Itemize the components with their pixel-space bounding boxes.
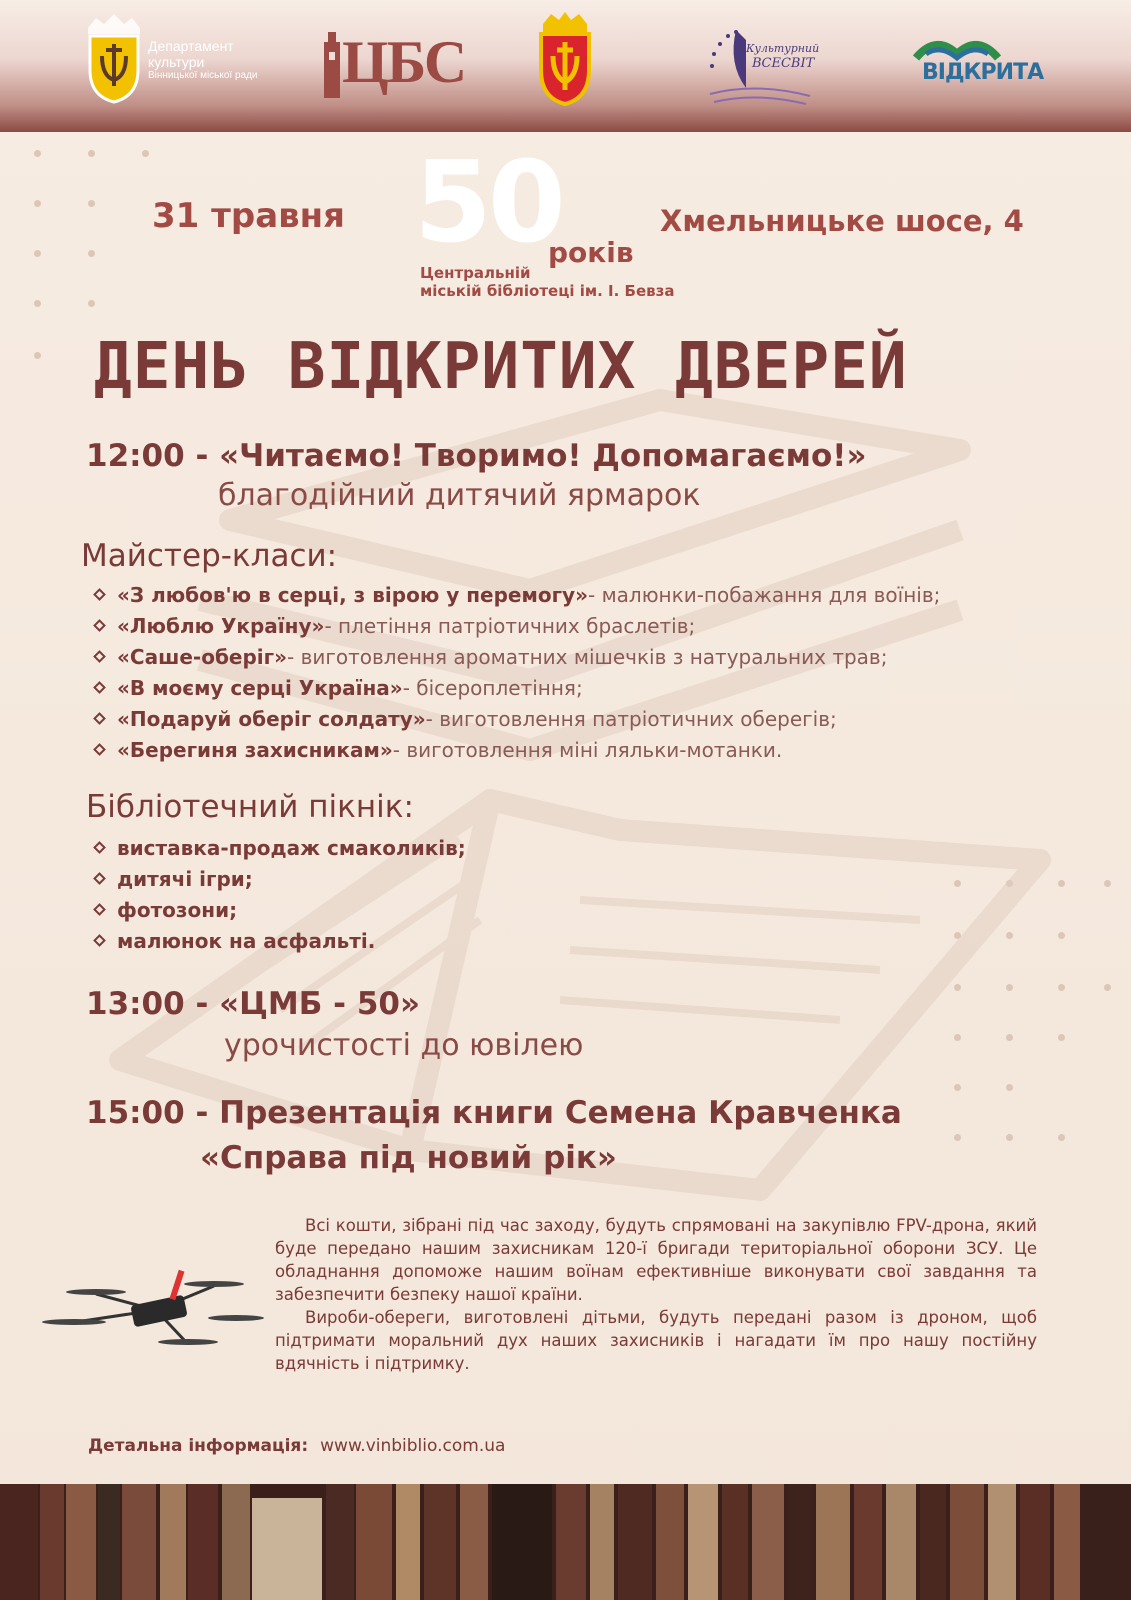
picnic-item: фотозони; xyxy=(117,897,238,922)
diamond-bullet-icon xyxy=(93,650,106,663)
event2-subtitle: урочистості до ювілею xyxy=(224,1028,584,1063)
picnic-item: дитячі ігри; xyxy=(117,866,253,891)
diamond-bullet-icon xyxy=(93,588,106,601)
workshop-desc: - плетіння патріотичних браслетів; xyxy=(324,613,696,638)
diamond-bullet-icon xyxy=(93,619,106,632)
website-link[interactable]: www.vinbiblio.com.ua xyxy=(320,1436,506,1456)
event-date: 31 травня xyxy=(152,196,345,236)
diamond-bullet-icon xyxy=(93,841,106,854)
list-item xyxy=(95,672,940,703)
workshop-desc: - бісероплетіння; xyxy=(402,675,583,700)
vinnytsia-coat-of-arms xyxy=(537,10,593,106)
fpv-drone-icon xyxy=(36,1256,266,1356)
anniversary-years-label: років xyxy=(548,236,634,269)
kv-line-1: Культурний xyxy=(746,42,820,55)
library-name-line-1: Центральній xyxy=(420,264,531,282)
diamond-bullet-icon xyxy=(93,903,106,916)
list-item xyxy=(95,734,940,765)
coat-of-arms-icon xyxy=(537,10,593,106)
event3-book-title: «Справа під новий рік» xyxy=(200,1140,617,1176)
picnic-heading: Бібліотечний пікнік: xyxy=(86,789,414,825)
library-name-line-2: міській бібліотеці ім. І. Бевза xyxy=(420,282,675,300)
diamond-bullet-icon xyxy=(93,743,106,756)
poster-title: ДЕНЬ ВІДКРИТИХ ДВЕРЕЙ xyxy=(94,330,908,404)
bookshelf-image xyxy=(0,1484,1131,1600)
kv-line-2: ВСЕСВІТ xyxy=(752,56,815,71)
picnic-list xyxy=(95,832,466,956)
workshop-name: «З любов'ю в серці, з вірою у перемогу» xyxy=(117,582,588,607)
event2-title: 13:00 - «ЦМБ - 50» xyxy=(86,986,421,1022)
dept-culture-logo xyxy=(84,10,274,106)
workshop-desc: - малюнки-побажання для воїнів; xyxy=(588,582,941,607)
city-crest-icon xyxy=(84,10,144,106)
note-paragraph-1: Всі кошти, зібрані під час заходу, будуть спрямовані на закупівлю FPV-дрона, який буде передано нашим захисникам 120-ї бригади територіальної оборони ЗСУ. Це обладнання допоможе нашим воїнам ефективніше виконувати свої завдання та забезпечити безпеку нашої країни. xyxy=(275,1216,1037,1304)
diamond-bullet-icon xyxy=(93,681,106,694)
more-info xyxy=(88,1436,505,1456)
more-info-label: Детальна інформація: xyxy=(88,1436,309,1456)
diamond-bullet-icon xyxy=(93,872,106,885)
picnic-item: малюнок на асфальті. xyxy=(117,928,376,953)
list-item xyxy=(95,925,466,956)
vk-logo-text: ВІДКРИТА xyxy=(922,60,1044,85)
cbs-logo xyxy=(318,28,478,100)
workshops-heading: Майстер-класи: xyxy=(81,538,338,574)
workshop-desc: - виготовлення міні ляльки-мотанки. xyxy=(392,737,783,762)
workshops-list xyxy=(95,579,940,765)
workshop-name: «Люблю Україну» xyxy=(117,613,325,638)
workshop-name: «Подаруй оберіг солдату» xyxy=(117,706,426,731)
open-book-icon xyxy=(912,24,1002,64)
workshop-name: «Берегиня захисникам» xyxy=(117,737,393,762)
header-band xyxy=(0,0,1131,132)
diamond-bullet-icon xyxy=(93,934,106,947)
donation-note xyxy=(275,1214,1037,1375)
vidkryta-knyga-logo xyxy=(912,24,1044,100)
list-item xyxy=(95,863,466,894)
diamond-bullet-icon xyxy=(93,712,106,725)
event3-title: 15:00 - Презентація книги Семена Кравченка xyxy=(86,1095,902,1131)
cbs-logo-text: ЦБС xyxy=(342,29,466,95)
workshop-desc: - виготовлення патріотичних оберегів; xyxy=(425,706,837,731)
workshop-name: «Саше-оберіг» xyxy=(117,644,288,669)
list-item xyxy=(95,610,940,641)
list-item xyxy=(95,641,940,672)
dept-line-2: культури xyxy=(148,54,205,71)
list-item xyxy=(95,579,940,610)
dept-line-3: Вінницької міської ради xyxy=(148,70,258,82)
dept-line-1: Департамент xyxy=(148,38,234,54)
note-paragraph-2: Вироби-обереги, виготовлені дітьми, будуть передані разом із дроном, щоб підтримати моральний дух наших захисників і нагадати їм про нашу постійну вдячність і підтримку. xyxy=(275,1308,1037,1373)
list-item xyxy=(95,703,940,734)
workshop-desc: - виготовлення ароматних мішечків з натуральних трав; xyxy=(287,644,888,669)
picnic-item: виставка-продаж смаколиків; xyxy=(117,835,466,860)
event-address: Хмельницьке шосе, 4 xyxy=(660,204,1024,238)
workshop-name: «В моєму серці Україна» xyxy=(117,675,403,700)
list-item xyxy=(95,894,466,925)
event1-subtitle: благодійний дитячий ярмарок xyxy=(218,478,701,513)
kulturnyi-vsesvit-logo xyxy=(706,24,820,108)
event1-title: 12:00 - «Читаємо! Творимо! Допомагаємо!» xyxy=(86,438,867,474)
anniversary-number: 50 xyxy=(414,138,562,268)
list-item xyxy=(95,832,466,863)
